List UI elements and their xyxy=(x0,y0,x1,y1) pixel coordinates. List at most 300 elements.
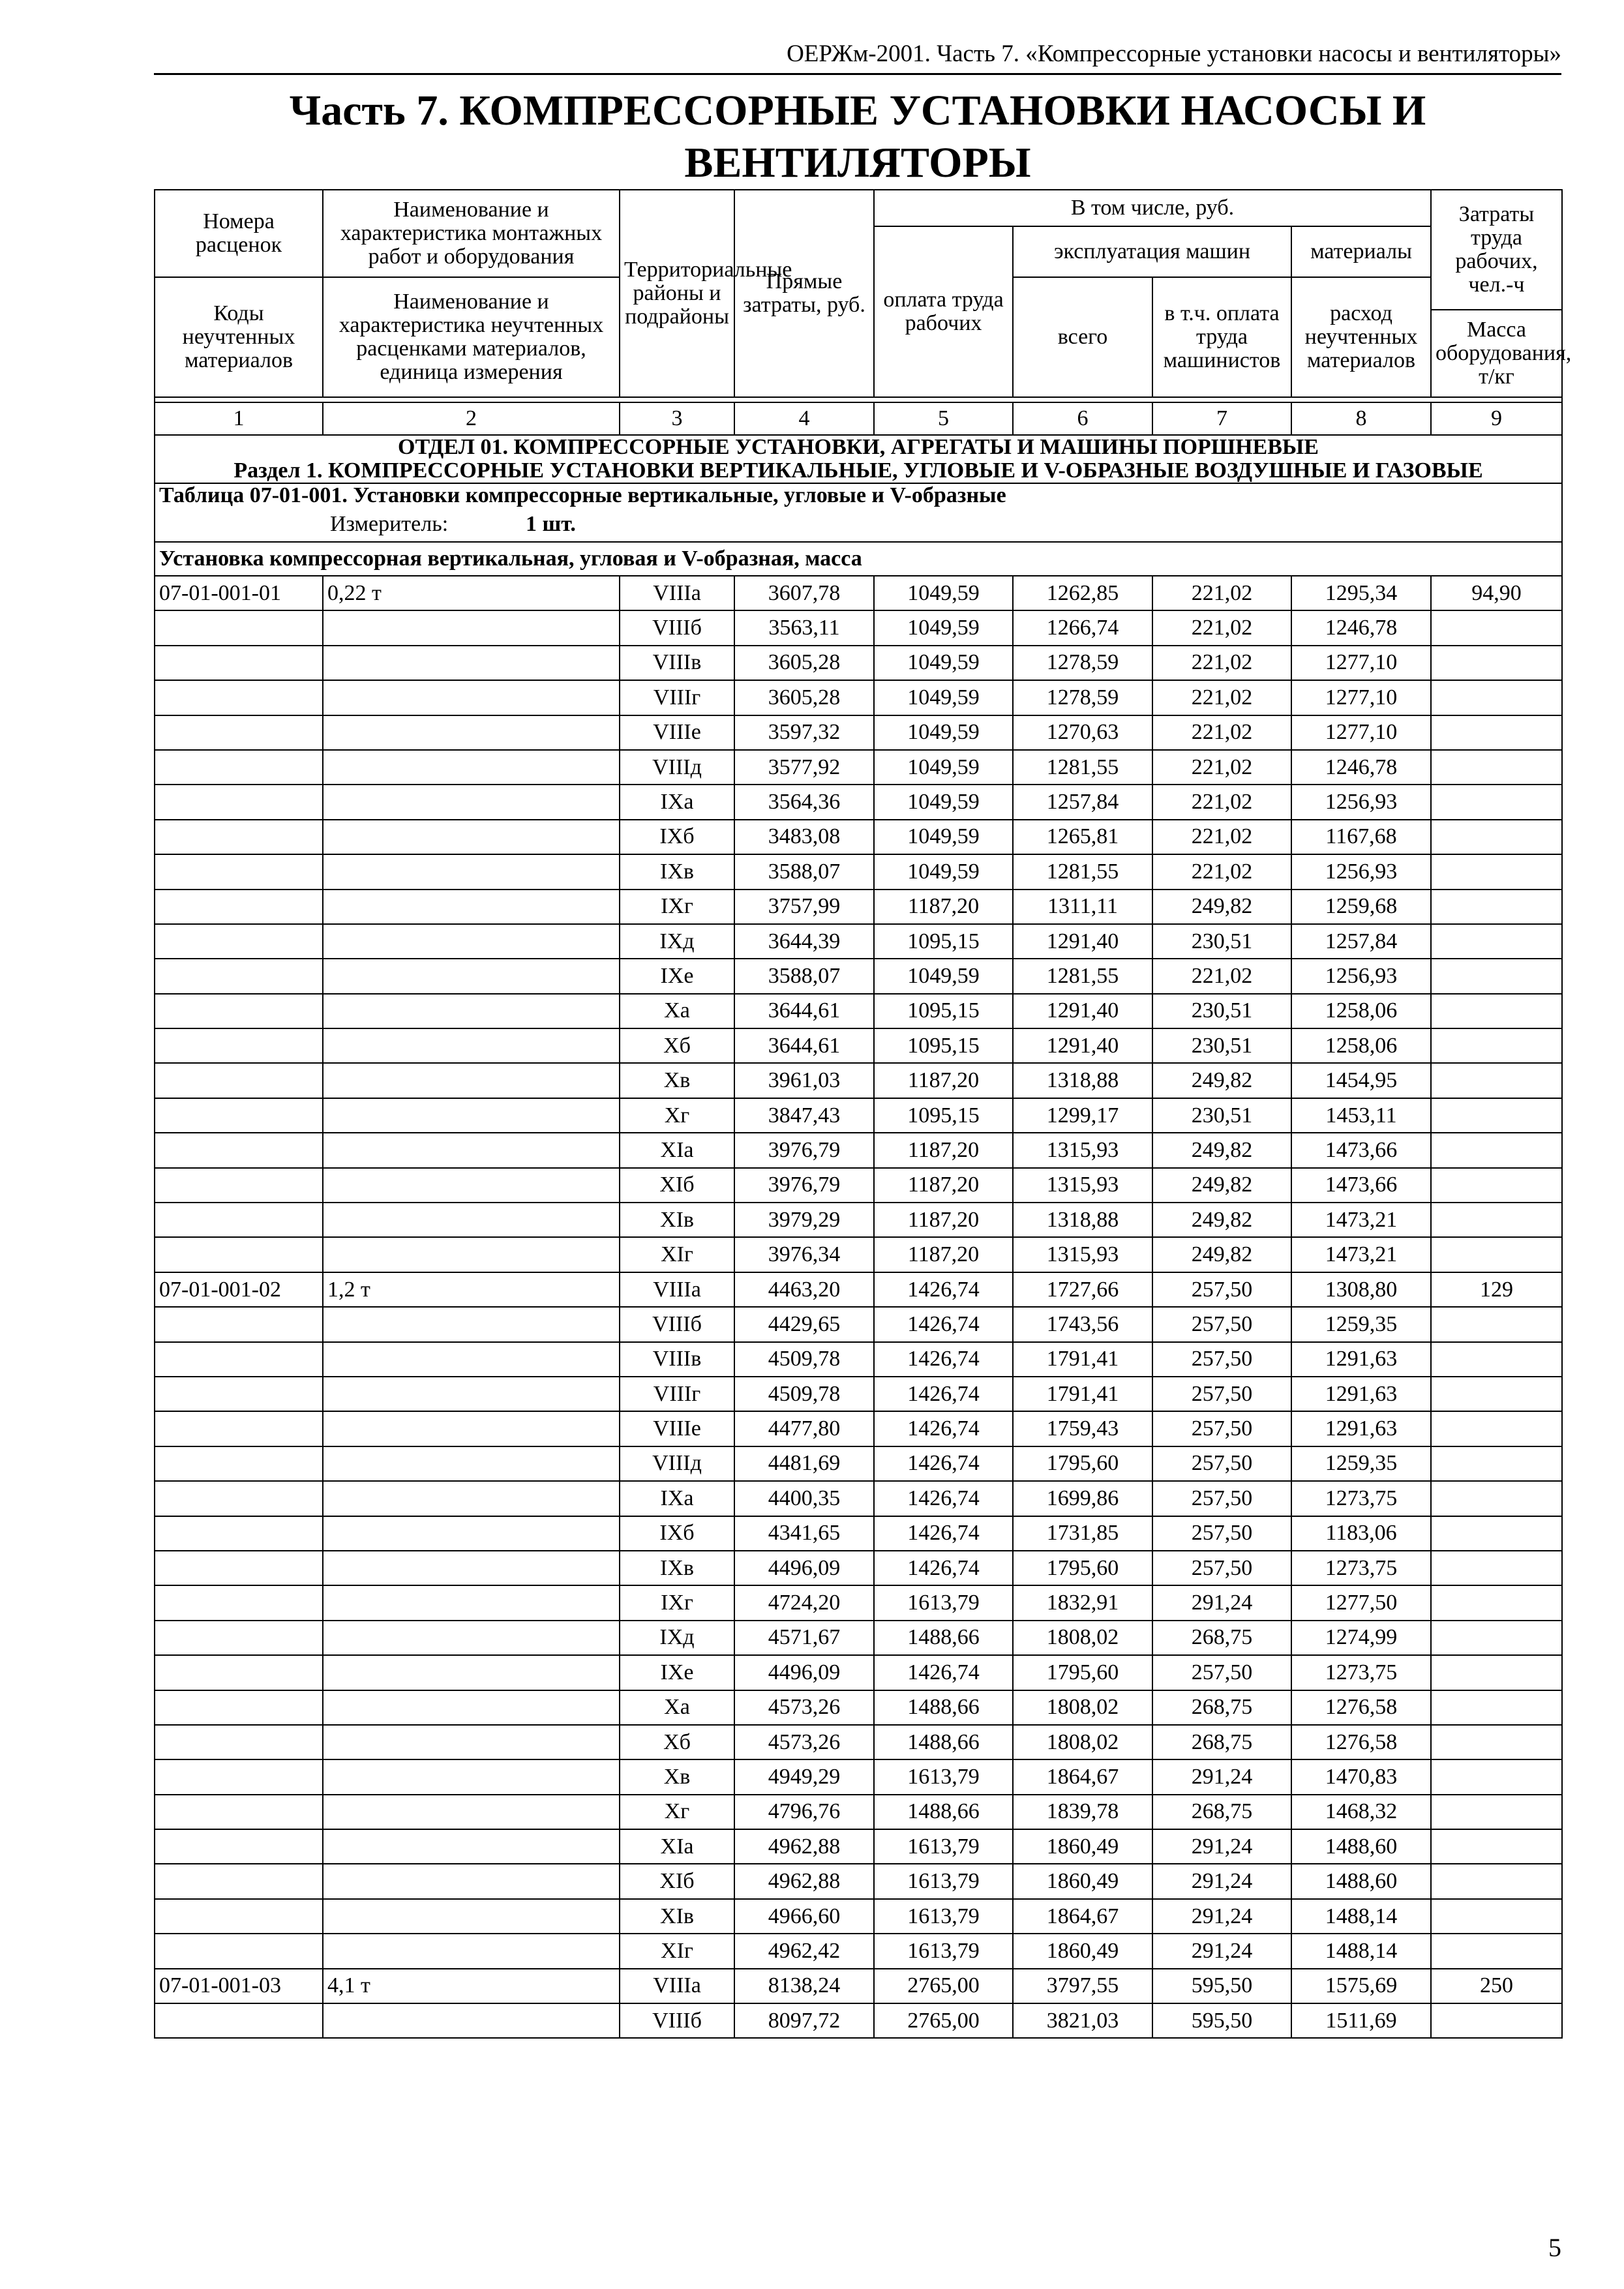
worker-pay-cell: 1613,79 xyxy=(874,1934,1013,1968)
materials-cell: 1258,06 xyxy=(1291,994,1431,1028)
header-gap xyxy=(155,397,1562,402)
territory-cell: VIIIд xyxy=(620,1446,734,1481)
direct-costs-cell: 3483,08 xyxy=(734,820,874,854)
labor-cell xyxy=(1431,750,1562,785)
work-name-cell xyxy=(323,2003,620,2038)
territory-cell: VIIIб xyxy=(620,610,734,645)
rate-code-cell xyxy=(155,820,323,854)
table-row xyxy=(155,2003,1562,2038)
meter-label: Измеритель: xyxy=(330,512,449,536)
machines-total-cell: 1808,02 xyxy=(1013,1725,1152,1759)
labor-cell: 250 xyxy=(1431,1969,1562,2003)
work-name-cell xyxy=(323,959,620,993)
column-number: 6 xyxy=(1013,402,1152,435)
table-row xyxy=(155,820,1562,854)
rate-code-cell xyxy=(155,610,323,645)
materials-cell: 1291,63 xyxy=(1291,1377,1431,1411)
territory-cell: Xб xyxy=(620,1725,734,1759)
machinist-pay-cell: 249,82 xyxy=(1152,890,1291,924)
column-number: 7 xyxy=(1152,402,1291,435)
work-name-cell xyxy=(323,924,620,959)
col-header-material-usage: расход неучтенных материалов xyxy=(1291,277,1431,397)
table-row xyxy=(155,1551,1562,1585)
machines-total-cell: 1731,85 xyxy=(1013,1516,1152,1551)
territory-cell: VIIIг xyxy=(620,680,734,715)
table-row xyxy=(155,1690,1562,1725)
work-name-cell xyxy=(323,1899,620,1934)
work-name-cell xyxy=(323,1307,620,1341)
worker-pay-cell: 1613,79 xyxy=(874,1829,1013,1864)
machines-total-cell: 1315,93 xyxy=(1013,1168,1152,1203)
table-row xyxy=(155,1795,1562,1829)
worker-pay-cell: 1488,66 xyxy=(874,1690,1013,1725)
worker-pay-cell: 1049,59 xyxy=(874,820,1013,854)
machines-total-cell: 1808,02 xyxy=(1013,1690,1152,1725)
machinist-pay-cell: 291,24 xyxy=(1152,1899,1291,1934)
machinist-pay-cell: 291,24 xyxy=(1152,1759,1291,1794)
work-name-cell xyxy=(323,1446,620,1481)
table-row xyxy=(155,1585,1562,1620)
worker-pay-cell: 1426,74 xyxy=(874,1516,1013,1551)
rate-code-cell xyxy=(155,1446,323,1481)
territory-cell: VIIIв xyxy=(620,646,734,680)
work-name-cell xyxy=(323,854,620,889)
direct-costs-cell: 3961,03 xyxy=(734,1063,874,1098)
labor-cell xyxy=(1431,1551,1562,1585)
direct-costs-cell: 4400,35 xyxy=(734,1481,874,1516)
table-row xyxy=(155,1377,1562,1411)
razdel-title: Раздел 1. КОМПРЕССОРНЫЕ УСТАНОВКИ ВЕРТИКАЛЬНЫЕ, УГЛОВЫЕ И V-ОБРАЗНЫЕ ВОЗДУШНЫЕ И ГАЗОВЫЕ xyxy=(233,458,1483,483)
labor-cell xyxy=(1431,1307,1562,1341)
worker-pay-cell: 1049,59 xyxy=(874,785,1013,819)
labor-cell xyxy=(1431,1621,1562,1655)
rate-code-cell xyxy=(155,1098,323,1133)
labor-cell xyxy=(1431,854,1562,889)
machinist-pay-cell: 221,02 xyxy=(1152,715,1291,750)
work-name-cell xyxy=(323,785,620,819)
worker-pay-cell: 1095,15 xyxy=(874,1098,1013,1133)
labor-cell xyxy=(1431,1098,1562,1133)
rate-code-cell xyxy=(155,750,323,785)
worker-pay-cell: 1488,66 xyxy=(874,1621,1013,1655)
territory-cell: VIIIб xyxy=(620,2003,734,2038)
machinist-pay-cell: 221,02 xyxy=(1152,576,1291,610)
worker-pay-cell: 1613,79 xyxy=(874,1585,1013,1620)
group-title: Установка компрессорная вертикальная, угловая и V-образная, масса xyxy=(155,542,1562,576)
table-row xyxy=(155,1446,1562,1481)
col-header-direct-costs: Прямые затраты, руб. xyxy=(734,190,874,397)
machines-total-cell: 1281,55 xyxy=(1013,959,1152,993)
direct-costs-cell: 3564,36 xyxy=(734,785,874,819)
rate-code-cell xyxy=(155,1377,323,1411)
rate-code-cell: 07-01-001-01 xyxy=(155,576,323,610)
territory-cell: IXв xyxy=(620,1551,734,1585)
table-row xyxy=(155,854,1562,889)
worker-pay-cell: 1613,79 xyxy=(874,1759,1013,1794)
table-row xyxy=(155,924,1562,959)
worker-pay-cell: 1426,74 xyxy=(874,1342,1013,1377)
col-header-worker-pay: оплата труда рабочих xyxy=(874,226,1013,397)
worker-pay-cell: 1187,20 xyxy=(874,890,1013,924)
territory-cell: IXв xyxy=(620,854,734,889)
materials-cell: 1276,58 xyxy=(1291,1690,1431,1725)
direct-costs-cell: 3563,11 xyxy=(734,610,874,645)
territory-cell: XIг xyxy=(620,1934,734,1968)
worker-pay-cell: 1187,20 xyxy=(874,1237,1013,1272)
department-title: ОТДЕЛ 01. КОМПРЕССОРНЫЕ УСТАНОВКИ, АГРЕГАТЫ И МАШИНЫ ПОРШНЕВЫЕ xyxy=(398,435,1319,459)
labor-cell: 94,90 xyxy=(1431,576,1562,610)
materials-cell: 1453,11 xyxy=(1291,1098,1431,1133)
table-row xyxy=(155,1829,1562,1864)
table-row xyxy=(155,959,1562,993)
rate-code-cell xyxy=(155,1934,323,1968)
table-row xyxy=(155,1133,1562,1167)
work-name-cell xyxy=(323,680,620,715)
materials-cell: 1256,93 xyxy=(1291,959,1431,993)
direct-costs-cell: 4509,78 xyxy=(734,1342,874,1377)
labor-cell xyxy=(1431,1203,1562,1237)
rate-code-cell xyxy=(155,994,323,1028)
labor-cell xyxy=(1431,1028,1562,1063)
direct-costs-cell: 4463,20 xyxy=(734,1272,874,1307)
machinist-pay-cell: 221,02 xyxy=(1152,785,1291,819)
rate-code-cell xyxy=(155,1168,323,1203)
column-number: 5 xyxy=(874,402,1013,435)
machinist-pay-cell: 257,50 xyxy=(1152,1377,1291,1411)
machines-total-cell: 3797,55 xyxy=(1013,1969,1152,2003)
machinist-pay-cell: 249,82 xyxy=(1152,1237,1291,1272)
machines-total-cell: 1860,49 xyxy=(1013,1829,1152,1864)
col-header-machines: эксплуатация машин xyxy=(1013,226,1291,277)
machines-total-cell: 1791,41 xyxy=(1013,1342,1152,1377)
machinist-pay-cell: 249,82 xyxy=(1152,1168,1291,1203)
materials-cell: 1470,83 xyxy=(1291,1759,1431,1794)
rate-code-cell xyxy=(155,1237,323,1272)
direct-costs-cell: 4962,88 xyxy=(734,1864,874,1898)
worker-pay-cell: 1049,59 xyxy=(874,959,1013,993)
table-row xyxy=(155,785,1562,819)
labor-cell xyxy=(1431,2003,1562,2038)
direct-costs-cell: 4949,29 xyxy=(734,1759,874,1794)
worker-pay-cell: 2765,00 xyxy=(874,1969,1013,2003)
table-row xyxy=(155,576,1562,610)
direct-costs-cell: 3976,34 xyxy=(734,1237,874,1272)
table-row xyxy=(155,610,1562,645)
materials-cell: 1488,60 xyxy=(1291,1829,1431,1864)
labor-cell xyxy=(1431,959,1562,993)
direct-costs-cell: 4573,26 xyxy=(734,1725,874,1759)
worker-pay-cell: 1426,74 xyxy=(874,1655,1013,1690)
meter-value: 1 шт. xyxy=(526,512,576,536)
direct-costs-cell: 3597,32 xyxy=(734,715,874,750)
work-name-cell xyxy=(323,1551,620,1585)
direct-costs-cell: 4429,65 xyxy=(734,1307,874,1341)
direct-costs-cell: 4796,76 xyxy=(734,1795,874,1829)
direct-costs-cell: 3644,61 xyxy=(734,1028,874,1063)
table-title: Таблица 07-01-001. Установки компрессорные вертикальные, угловые и V-образные xyxy=(155,483,1562,507)
col-header-material-codes: Коды неучтенных материалов xyxy=(155,277,323,397)
rate-code-cell: 07-01-001-03 xyxy=(155,1969,323,2003)
materials-cell: 1473,66 xyxy=(1291,1133,1431,1167)
direct-costs-cell: 3757,99 xyxy=(734,890,874,924)
territory-cell: XIг xyxy=(620,1237,734,1272)
direct-costs-cell: 3577,92 xyxy=(734,750,874,785)
worker-pay-cell: 1613,79 xyxy=(874,1864,1013,1898)
rate-code-cell xyxy=(155,1621,323,1655)
machines-total-cell: 1278,59 xyxy=(1013,646,1152,680)
materials-cell: 1273,75 xyxy=(1291,1481,1431,1516)
col-header-including: В том числе, руб. xyxy=(874,190,1431,226)
table-row xyxy=(155,1411,1562,1446)
section-banner xyxy=(155,435,1562,483)
work-name-cell xyxy=(323,1655,620,1690)
territory-cell: Xа xyxy=(620,1690,734,1725)
machinist-pay-cell: 221,02 xyxy=(1152,820,1291,854)
worker-pay-cell: 1426,74 xyxy=(874,1377,1013,1411)
materials-cell: 1167,68 xyxy=(1291,820,1431,854)
machines-total-cell: 1795,60 xyxy=(1013,1655,1152,1690)
rate-code-cell xyxy=(155,959,323,993)
territory-cell: VIIIг xyxy=(620,1377,734,1411)
materials-cell: 1273,75 xyxy=(1291,1551,1431,1585)
labor-cell xyxy=(1431,994,1562,1028)
labor-cell xyxy=(1431,1899,1562,1934)
worker-pay-cell: 1613,79 xyxy=(874,1899,1013,1934)
rate-code-cell xyxy=(155,924,323,959)
work-name-cell xyxy=(323,1621,620,1655)
part-title: Часть 7. КОМПРЕССОРНЫЕ УСТАНОВКИ НАСОСЫ И ВЕНТИЛЯТОРЫ xyxy=(289,87,1426,187)
rate-code-cell xyxy=(155,1829,323,1864)
worker-pay-cell: 1049,59 xyxy=(874,715,1013,750)
machinist-pay-cell: 221,02 xyxy=(1152,680,1291,715)
machinist-pay-cell: 257,50 xyxy=(1152,1551,1291,1585)
machines-total-cell: 1278,59 xyxy=(1013,680,1152,715)
machinist-pay-cell: 249,82 xyxy=(1152,1203,1291,1237)
machinist-pay-cell: 249,82 xyxy=(1152,1063,1291,1098)
machinist-pay-cell: 221,02 xyxy=(1152,854,1291,889)
work-name-cell xyxy=(323,1725,620,1759)
work-name-cell xyxy=(323,715,620,750)
rate-code-cell xyxy=(155,1063,323,1098)
materials-cell: 1291,63 xyxy=(1291,1411,1431,1446)
table-row xyxy=(155,1934,1562,1968)
column-number: 1 xyxy=(155,402,323,435)
materials-cell: 1246,78 xyxy=(1291,750,1431,785)
machinist-pay-cell: 221,02 xyxy=(1152,959,1291,993)
work-name-cell xyxy=(323,1063,620,1098)
worker-pay-cell: 1426,74 xyxy=(874,1551,1013,1585)
materials-cell: 1295,34 xyxy=(1291,576,1431,610)
rate-code-cell xyxy=(155,1551,323,1585)
territory-cell: Xв xyxy=(620,1063,734,1098)
machinist-pay-cell: 257,50 xyxy=(1152,1516,1291,1551)
materials-cell: 1277,10 xyxy=(1291,715,1431,750)
machines-total-cell: 1262,85 xyxy=(1013,576,1152,610)
materials-cell: 1183,06 xyxy=(1291,1516,1431,1551)
rate-code-cell xyxy=(155,1307,323,1341)
col-header-material-names: Наименование и характеристика неучтенных расценками материалов, единица измерения xyxy=(323,277,620,397)
territory-cell: Xг xyxy=(620,1098,734,1133)
labor-cell xyxy=(1431,820,1562,854)
rate-code-cell xyxy=(155,1203,323,1237)
table-row xyxy=(155,1028,1562,1063)
worker-pay-cell: 1049,59 xyxy=(874,680,1013,715)
work-name-cell xyxy=(323,1690,620,1725)
rate-code-cell xyxy=(155,1655,323,1690)
materials-cell: 1274,99 xyxy=(1291,1621,1431,1655)
machinist-pay-cell: 221,02 xyxy=(1152,750,1291,785)
work-name-cell xyxy=(323,1237,620,1272)
machines-total-cell: 1808,02 xyxy=(1013,1621,1152,1655)
col-header-machines-total: всего xyxy=(1013,277,1152,397)
running-header: ОЕРЖм-2001. Часть 7. «Компрессорные установки насосы и вентиляторы» xyxy=(787,40,1561,67)
labor-cell xyxy=(1431,1795,1562,1829)
direct-costs-cell: 3605,28 xyxy=(734,646,874,680)
machinist-pay-cell: 268,75 xyxy=(1152,1690,1291,1725)
materials-cell: 1259,68 xyxy=(1291,890,1431,924)
work-name-cell xyxy=(323,750,620,785)
rate-code-cell xyxy=(155,2003,323,2038)
territory-cell: XIа xyxy=(620,1829,734,1864)
machines-total-cell: 1318,88 xyxy=(1013,1063,1152,1098)
work-name-cell xyxy=(323,1516,620,1551)
direct-costs-cell: 4496,09 xyxy=(734,1655,874,1690)
direct-costs-cell: 4341,65 xyxy=(734,1516,874,1551)
direct-costs-cell: 3976,79 xyxy=(734,1168,874,1203)
machines-total-cell: 1839,78 xyxy=(1013,1795,1152,1829)
territory-cell: XIв xyxy=(620,1899,734,1934)
machinist-pay-cell: 230,51 xyxy=(1152,924,1291,959)
labor-cell xyxy=(1431,924,1562,959)
column-number: 8 xyxy=(1291,402,1431,435)
labor-cell xyxy=(1431,1133,1562,1167)
machines-total-cell: 1743,56 xyxy=(1013,1307,1152,1341)
work-name-cell xyxy=(323,1133,620,1167)
materials-cell: 1273,75 xyxy=(1291,1655,1431,1690)
machinist-pay-cell: 291,24 xyxy=(1152,1864,1291,1898)
work-name-cell xyxy=(323,1864,620,1898)
table-row xyxy=(155,1063,1562,1098)
worker-pay-cell: 1095,15 xyxy=(874,994,1013,1028)
materials-cell: 1454,95 xyxy=(1291,1063,1431,1098)
machines-total-cell: 1795,60 xyxy=(1013,1551,1152,1585)
machinist-pay-cell: 221,02 xyxy=(1152,646,1291,680)
territory-cell: VIIIе xyxy=(620,715,734,750)
machinist-pay-cell: 257,50 xyxy=(1152,1307,1291,1341)
direct-costs-cell: 4962,88 xyxy=(734,1829,874,1864)
work-name-cell xyxy=(323,1795,620,1829)
worker-pay-cell: 1426,74 xyxy=(874,1446,1013,1481)
direct-costs-cell: 4724,20 xyxy=(734,1585,874,1620)
materials-cell: 1256,93 xyxy=(1291,785,1431,819)
machines-total-cell: 1315,93 xyxy=(1013,1133,1152,1167)
table-row xyxy=(155,1759,1562,1794)
labor-cell xyxy=(1431,680,1562,715)
direct-costs-cell: 3607,78 xyxy=(734,576,874,610)
machines-total-cell: 1281,55 xyxy=(1013,750,1152,785)
materials-cell: 1246,78 xyxy=(1291,610,1431,645)
machines-total-cell: 3821,03 xyxy=(1013,2003,1152,2038)
worker-pay-cell: 1488,66 xyxy=(874,1725,1013,1759)
labor-cell xyxy=(1431,1411,1562,1446)
territory-cell: VIIIа xyxy=(620,1969,734,2003)
direct-costs-cell: 4477,80 xyxy=(734,1411,874,1446)
work-name-cell xyxy=(323,610,620,645)
machines-total-cell: 1291,40 xyxy=(1013,994,1152,1028)
rate-code-cell xyxy=(155,1759,323,1794)
labor-cell xyxy=(1431,1446,1562,1481)
rate-code-cell xyxy=(155,854,323,889)
labor-cell xyxy=(1431,1063,1562,1098)
machinist-pay-cell: 291,24 xyxy=(1152,1934,1291,1968)
col-header-machinist-pay: в т.ч. оплата труда машинистов xyxy=(1152,277,1291,397)
rate-code-cell xyxy=(155,646,323,680)
work-name-cell xyxy=(323,1168,620,1203)
table-row xyxy=(155,1237,1562,1272)
work-name-cell: 1,2 т xyxy=(323,1272,620,1307)
machinist-pay-cell: 257,50 xyxy=(1152,1481,1291,1516)
rate-code-cell xyxy=(155,890,323,924)
territory-cell: XIа xyxy=(620,1133,734,1167)
territory-cell: IXб xyxy=(620,1516,734,1551)
table-row xyxy=(155,1969,1562,2003)
col-header-territory: Территориальные районы и подрайоны xyxy=(620,190,734,397)
worker-pay-cell: 1095,15 xyxy=(874,924,1013,959)
worker-pay-cell: 1049,59 xyxy=(874,610,1013,645)
direct-costs-cell: 3847,43 xyxy=(734,1098,874,1133)
work-name-cell xyxy=(323,1028,620,1063)
worker-pay-cell: 1187,20 xyxy=(874,1063,1013,1098)
rate-code-cell xyxy=(155,785,323,819)
materials-cell: 1575,69 xyxy=(1291,1969,1431,2003)
table-row xyxy=(155,1621,1562,1655)
rate-code-cell xyxy=(155,1899,323,1934)
table-row xyxy=(155,1168,1562,1203)
rate-code-cell xyxy=(155,1028,323,1063)
work-name-cell xyxy=(323,1934,620,1968)
materials-cell: 1256,93 xyxy=(1291,854,1431,889)
territory-cell: IXг xyxy=(620,1585,734,1620)
machines-total-cell: 1318,88 xyxy=(1013,1203,1152,1237)
labor-cell xyxy=(1431,785,1562,819)
worker-pay-cell: 1426,74 xyxy=(874,1272,1013,1307)
labor-cell xyxy=(1431,1690,1562,1725)
machines-total-cell: 1860,49 xyxy=(1013,1934,1152,1968)
table-row xyxy=(155,1307,1562,1341)
machinist-pay-cell: 257,50 xyxy=(1152,1411,1291,1446)
rate-code-cell xyxy=(155,1516,323,1551)
col-header-labor-costs: Затраты труда рабочих, чел.-ч xyxy=(1431,190,1562,310)
table-row xyxy=(155,1899,1562,1934)
labor-cell xyxy=(1431,1864,1562,1898)
machinist-pay-cell: 257,50 xyxy=(1152,1342,1291,1377)
col-header-equipment-mass: Масса оборудования, т/кг xyxy=(1431,310,1562,397)
worker-pay-cell: 1187,20 xyxy=(874,1133,1013,1167)
rate-code-cell xyxy=(155,1690,323,1725)
table-row xyxy=(155,1272,1562,1307)
direct-costs-cell: 8097,72 xyxy=(734,2003,874,2038)
column-number-row xyxy=(155,402,1562,435)
materials-cell: 1258,06 xyxy=(1291,1028,1431,1063)
machinist-pay-cell: 595,50 xyxy=(1152,1969,1291,2003)
table-row xyxy=(155,1655,1562,1690)
labor-cell xyxy=(1431,1516,1562,1551)
labor-cell xyxy=(1431,1585,1562,1620)
rate-code-cell xyxy=(155,1133,323,1167)
labor-cell xyxy=(1431,1168,1562,1203)
materials-cell: 1277,10 xyxy=(1291,646,1431,680)
worker-pay-cell: 1095,15 xyxy=(874,1028,1013,1063)
